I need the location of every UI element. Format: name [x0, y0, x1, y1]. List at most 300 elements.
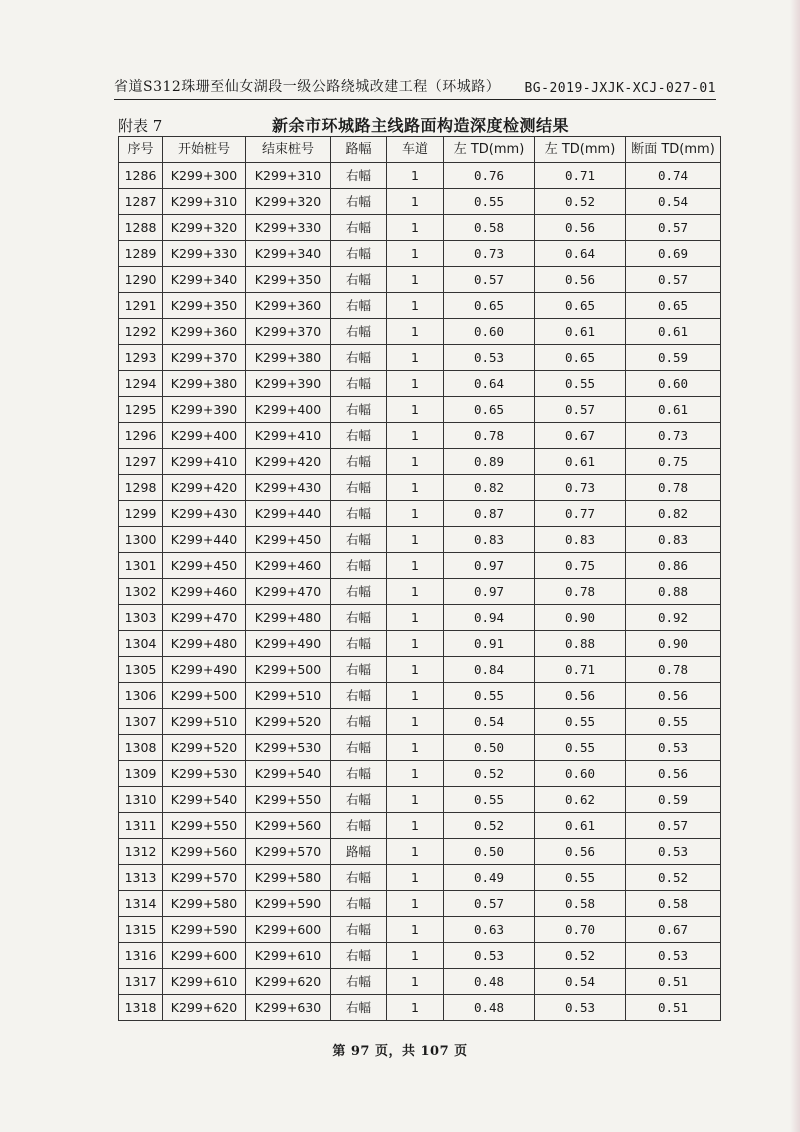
table-row [119, 761, 721, 787]
table-cell: 0.53 [535, 995, 626, 1021]
table-row [119, 995, 721, 1021]
table-cell: K299+490 [246, 631, 331, 657]
table-cell: 0.52 [535, 943, 626, 969]
table-row [119, 371, 721, 397]
table-cell: 1 [387, 969, 444, 995]
table-cell: 0.94 [444, 605, 535, 631]
table-cell: 右幅 [331, 605, 387, 631]
table-cell: K299+460 [246, 553, 331, 579]
table-cell: 0.55 [535, 735, 626, 761]
table-cell: 右幅 [331, 969, 387, 995]
table-cell: K299+470 [163, 605, 246, 631]
table-cell: 0.73 [626, 423, 721, 449]
table-row [119, 839, 721, 865]
table-cell: 右幅 [331, 865, 387, 891]
table-cell: 1 [387, 267, 444, 293]
table-cell: 右幅 [331, 787, 387, 813]
table-cell: 0.57 [626, 267, 721, 293]
table-cell: K299+440 [163, 527, 246, 553]
scan-edge-shadow [790, 0, 800, 1132]
table-cell: 0.65 [444, 397, 535, 423]
table-row [119, 969, 721, 995]
table-row [119, 865, 721, 891]
table-cell: 0.51 [626, 969, 721, 995]
table-cell: 1300 [119, 527, 163, 553]
table-cell: 右幅 [331, 345, 387, 371]
table-cell: K299+410 [163, 449, 246, 475]
table-cell: 1 [387, 449, 444, 475]
table-cell: K299+450 [163, 553, 246, 579]
table-cell: 1293 [119, 345, 163, 371]
table-cell: 0.50 [444, 839, 535, 865]
table-cell: K299+460 [163, 579, 246, 605]
table-cell: 1 [387, 735, 444, 761]
table-cell: K299+620 [163, 995, 246, 1021]
table-cell: 右幅 [331, 319, 387, 345]
table-cell: 1 [387, 527, 444, 553]
table-cell: K299+530 [163, 761, 246, 787]
table-cell: 0.87 [444, 501, 535, 527]
table-cell: 右幅 [331, 579, 387, 605]
table-cell: 0.83 [626, 527, 721, 553]
table-row [119, 241, 721, 267]
table-cell: 0.52 [626, 865, 721, 891]
table-cell: 0.59 [626, 345, 721, 371]
table-row [119, 709, 721, 735]
table-cell: 0.55 [626, 709, 721, 735]
table-cell: 0.86 [626, 553, 721, 579]
table-cell: K299+370 [246, 319, 331, 345]
table-cell: K299+580 [246, 865, 331, 891]
table-row [119, 553, 721, 579]
table-cell: 1287 [119, 189, 163, 215]
table-cell: 1 [387, 891, 444, 917]
table-cell: 0.82 [626, 501, 721, 527]
table-cell: 0.50 [444, 735, 535, 761]
table-cell: 0.55 [535, 865, 626, 891]
table-cell: 0.73 [535, 475, 626, 501]
table-cell: 右幅 [331, 163, 387, 189]
table-cell: 0.71 [535, 657, 626, 683]
table-cell: 0.55 [444, 683, 535, 709]
table-cell: 0.78 [535, 579, 626, 605]
table-cell: 1310 [119, 787, 163, 813]
table-cell: 0.73 [444, 241, 535, 267]
table-cell: K299+430 [246, 475, 331, 501]
table-cell: 0.83 [535, 527, 626, 553]
table-cell: K299+570 [163, 865, 246, 891]
table-cell: 路幅 [331, 839, 387, 865]
table-cell: 1 [387, 761, 444, 787]
table-cell: 0.90 [626, 631, 721, 657]
table-row [119, 891, 721, 917]
table-cell: 0.92 [626, 605, 721, 631]
table-cell: 1 [387, 475, 444, 501]
table-cell: 1292 [119, 319, 163, 345]
table-cell: 0.57 [626, 215, 721, 241]
table-cell: 0.90 [535, 605, 626, 631]
table-cell: K299+470 [246, 579, 331, 605]
table-cell: 0.78 [626, 657, 721, 683]
table-row [119, 657, 721, 683]
table-cell: 0.52 [444, 813, 535, 839]
table-row [119, 267, 721, 293]
table-cell: 0.61 [535, 813, 626, 839]
table-cell: 0.57 [626, 813, 721, 839]
column-header: 路幅 [331, 137, 387, 163]
table-cell: K299+420 [163, 475, 246, 501]
table-cell: 0.60 [444, 319, 535, 345]
table-cell: 0.53 [444, 943, 535, 969]
table-cell: 1 [387, 605, 444, 631]
table-row [119, 319, 721, 345]
table-cell: 0.53 [626, 943, 721, 969]
column-header: 序号 [119, 137, 163, 163]
table-cell: 0.48 [444, 969, 535, 995]
table-cell: 0.61 [626, 319, 721, 345]
table-cell: 0.54 [444, 709, 535, 735]
table-row [119, 787, 721, 813]
table-cell: 0.61 [535, 449, 626, 475]
table-row [119, 631, 721, 657]
title-row [118, 112, 716, 136]
table-cell: 0.60 [535, 761, 626, 787]
table-cell: K299+310 [163, 189, 246, 215]
table-cell: 0.67 [535, 423, 626, 449]
table-cell: 0.57 [444, 267, 535, 293]
table-cell: 0.75 [535, 553, 626, 579]
table-cell: 0.56 [626, 683, 721, 709]
table-cell: 右幅 [331, 553, 387, 579]
table-cell: K299+380 [246, 345, 331, 371]
table-cell: 0.57 [535, 397, 626, 423]
table-cell: 0.61 [626, 397, 721, 423]
table-cell: K299+320 [246, 189, 331, 215]
table-row [119, 813, 721, 839]
table-cell: 1 [387, 423, 444, 449]
table-cell: K299+540 [246, 761, 331, 787]
table-cell: K299+570 [246, 839, 331, 865]
table-row [119, 293, 721, 319]
table-cell: 1294 [119, 371, 163, 397]
table-cell: K299+620 [246, 969, 331, 995]
table-cell: 1296 [119, 423, 163, 449]
table-cell: 1 [387, 397, 444, 423]
table-cell: 1 [387, 917, 444, 943]
table-cell: 0.54 [626, 189, 721, 215]
table-cell: 右幅 [331, 241, 387, 267]
table-cell: K299+590 [163, 917, 246, 943]
table-cell: 0.55 [535, 371, 626, 397]
table-cell: 0.59 [626, 787, 721, 813]
table-cell: K299+320 [163, 215, 246, 241]
table-cell: K299+390 [246, 371, 331, 397]
column-header: 开始桩号 [163, 137, 246, 163]
table-cell: 0.56 [535, 683, 626, 709]
table-cell: 0.56 [626, 761, 721, 787]
table-cell: 0.75 [626, 449, 721, 475]
table-cell: K299+600 [163, 943, 246, 969]
table-cell: 0.78 [626, 475, 721, 501]
table-row [119, 917, 721, 943]
table-cell: 1 [387, 319, 444, 345]
table-cell: 1317 [119, 969, 163, 995]
table-cell: 0.58 [535, 891, 626, 917]
table-cell: 右幅 [331, 813, 387, 839]
table-cell: 1 [387, 345, 444, 371]
table-cell: 1 [387, 709, 444, 735]
table-cell: 1 [387, 241, 444, 267]
table-cell: K299+490 [163, 657, 246, 683]
table-cell: 右幅 [331, 267, 387, 293]
column-header: 断面 TD(mm) [626, 137, 721, 163]
table-cell: 1299 [119, 501, 163, 527]
table-cell: 右幅 [331, 735, 387, 761]
table-cell: 1 [387, 865, 444, 891]
table-cell: 右幅 [331, 501, 387, 527]
appendix-label: 附表 7 [118, 117, 163, 135]
table-cell: 右幅 [331, 761, 387, 787]
table-cell: 1 [387, 839, 444, 865]
table-cell: K299+330 [163, 241, 246, 267]
column-header: 结束桩号 [246, 137, 331, 163]
column-header: 左 TD(mm) [444, 137, 535, 163]
table-cell: K299+350 [163, 293, 246, 319]
table-cell: K299+480 [163, 631, 246, 657]
table-cell: K299+380 [163, 371, 246, 397]
table-cell: 右幅 [331, 683, 387, 709]
table-cell: 0.52 [535, 189, 626, 215]
table-cell: 右幅 [331, 943, 387, 969]
table-cell: 1312 [119, 839, 163, 865]
table-cell: 0.51 [626, 995, 721, 1021]
table-cell: 0.71 [535, 163, 626, 189]
table-cell: 1297 [119, 449, 163, 475]
table-cell: 0.52 [444, 761, 535, 787]
report-number: BG-2019-JXJK-XCJ-027-01 [524, 81, 716, 96]
table-cell: 0.53 [444, 345, 535, 371]
table-cell: 0.74 [626, 163, 721, 189]
table-cell: 0.65 [626, 293, 721, 319]
table-cell: 1295 [119, 397, 163, 423]
table-cell: K299+580 [163, 891, 246, 917]
table-cell: 1304 [119, 631, 163, 657]
table-cell: 0.62 [535, 787, 626, 813]
table-cell: 1 [387, 163, 444, 189]
table-cell: K299+400 [246, 397, 331, 423]
table-cell: 1 [387, 371, 444, 397]
table-cell: 1309 [119, 761, 163, 787]
table-cell: K299+520 [163, 735, 246, 761]
table-cell: 0.57 [444, 891, 535, 917]
table-cell: 1298 [119, 475, 163, 501]
table-cell: K299+530 [246, 735, 331, 761]
page-number: 第 97 页，共 107 页 [332, 1044, 468, 1059]
table-cell: 0.67 [626, 917, 721, 943]
table-cell: K299+550 [163, 813, 246, 839]
table-cell: 1288 [119, 215, 163, 241]
table-cell: 1 [387, 501, 444, 527]
table-row [119, 501, 721, 527]
table-cell: 0.60 [626, 371, 721, 397]
table-cell: 右幅 [331, 475, 387, 501]
table-cell: 0.56 [535, 215, 626, 241]
table-cell: 1286 [119, 163, 163, 189]
table-header-row [119, 137, 721, 163]
table-cell: 0.89 [444, 449, 535, 475]
table-cell: 右幅 [331, 215, 387, 241]
table-cell: K299+310 [246, 163, 331, 189]
table-cell: 0.54 [535, 969, 626, 995]
table-cell: 0.58 [444, 215, 535, 241]
table-cell: 1 [387, 631, 444, 657]
table-cell: 右幅 [331, 917, 387, 943]
table-cell: 右幅 [331, 631, 387, 657]
table-cell: K299+400 [163, 423, 246, 449]
table-cell: 1 [387, 553, 444, 579]
table-cell: 0.64 [535, 241, 626, 267]
table-cell: 0.97 [444, 579, 535, 605]
table-cell: 右幅 [331, 527, 387, 553]
table-cell: 0.65 [535, 345, 626, 371]
table-cell: 右幅 [331, 891, 387, 917]
table-row [119, 527, 721, 553]
table-cell: K299+430 [163, 501, 246, 527]
table-cell: 1308 [119, 735, 163, 761]
table-cell: 0.56 [535, 267, 626, 293]
table-cell: 0.61 [535, 319, 626, 345]
table-cell: 0.76 [444, 163, 535, 189]
table-cell: 1 [387, 787, 444, 813]
table-row [119, 943, 721, 969]
table-cell: 0.91 [444, 631, 535, 657]
column-header: 左 TD(mm) [535, 137, 626, 163]
table-cell: K299+360 [163, 319, 246, 345]
results-table [118, 136, 721, 1021]
table-cell: K299+610 [163, 969, 246, 995]
table-cell: 右幅 [331, 657, 387, 683]
table-cell: 0.55 [535, 709, 626, 735]
table-row [119, 579, 721, 605]
table-cell: 1318 [119, 995, 163, 1021]
table-row [119, 605, 721, 631]
table-cell: 1 [387, 579, 444, 605]
table-cell: K299+520 [246, 709, 331, 735]
table-cell: K299+350 [246, 267, 331, 293]
table-cell: K299+560 [246, 813, 331, 839]
page-header [114, 76, 716, 100]
table-row [119, 735, 721, 761]
table-row [119, 397, 721, 423]
table-cell: K299+410 [246, 423, 331, 449]
table-cell: K299+510 [246, 683, 331, 709]
table-cell: 0.55 [444, 189, 535, 215]
table-cell: 1311 [119, 813, 163, 839]
table-cell: K299+550 [246, 787, 331, 813]
table-cell: K299+500 [246, 657, 331, 683]
table-cell: 1 [387, 657, 444, 683]
project-name: 省道S312珠珊至仙女湖段一级公路绕城改建工程（环城路） [114, 79, 501, 95]
table-cell: K299+500 [163, 683, 246, 709]
table-cell: K299+370 [163, 345, 246, 371]
table-cell: 1302 [119, 579, 163, 605]
table-row [119, 683, 721, 709]
table-cell: 1 [387, 189, 444, 215]
table-row [119, 449, 721, 475]
table-cell: K299+600 [246, 917, 331, 943]
table-cell: 0.55 [444, 787, 535, 813]
table-cell: 0.58 [626, 891, 721, 917]
table-cell: K299+340 [163, 267, 246, 293]
table-cell: 1315 [119, 917, 163, 943]
table-cell: 1 [387, 943, 444, 969]
table-cell: 右幅 [331, 293, 387, 319]
table-row [119, 475, 721, 501]
table-cell: 1 [387, 293, 444, 319]
table-cell: 0.84 [444, 657, 535, 683]
table-row [119, 215, 721, 241]
table-cell: 1316 [119, 943, 163, 969]
table-cell: 1307 [119, 709, 163, 735]
table-cell: K299+390 [163, 397, 246, 423]
table-cell: K299+480 [246, 605, 331, 631]
table-cell: 1 [387, 813, 444, 839]
table-cell: K299+450 [246, 527, 331, 553]
table-cell: 0.53 [626, 735, 721, 761]
table-cell: 0.64 [444, 371, 535, 397]
table-cell: K299+340 [246, 241, 331, 267]
table-cell: 右幅 [331, 995, 387, 1021]
table-cell: 右幅 [331, 709, 387, 735]
table-cell: K299+330 [246, 215, 331, 241]
table-cell: 1 [387, 995, 444, 1021]
table-cell: 0.53 [626, 839, 721, 865]
table-cell: K299+560 [163, 839, 246, 865]
table-cell: K299+540 [163, 787, 246, 813]
table-cell: 1290 [119, 267, 163, 293]
table-row [119, 423, 721, 449]
table-cell: 0.65 [535, 293, 626, 319]
table-cell: 0.78 [444, 423, 535, 449]
table-cell: 1306 [119, 683, 163, 709]
table-cell: 0.56 [535, 839, 626, 865]
table-cell: 0.65 [444, 293, 535, 319]
table-cell: 0.97 [444, 553, 535, 579]
table-cell: 0.83 [444, 527, 535, 553]
table-cell: K299+360 [246, 293, 331, 319]
table-cell: 右幅 [331, 423, 387, 449]
table-row [119, 163, 721, 189]
table-cell: K299+590 [246, 891, 331, 917]
table-cell: 1 [387, 683, 444, 709]
table-cell: 0.70 [535, 917, 626, 943]
table-cell: K299+630 [246, 995, 331, 1021]
table-title: 新余市环城路主线路面构造深度检测结果 [272, 116, 570, 135]
column-header: 车道 [387, 137, 444, 163]
table-cell: K299+610 [246, 943, 331, 969]
table-cell: 1314 [119, 891, 163, 917]
table-cell: K299+420 [246, 449, 331, 475]
table-cell: 0.77 [535, 501, 626, 527]
table-cell: K299+300 [163, 163, 246, 189]
table-cell: 右幅 [331, 397, 387, 423]
table-cell: 1 [387, 215, 444, 241]
table-cell: 0.63 [444, 917, 535, 943]
table-cell: 1313 [119, 865, 163, 891]
table-row [119, 189, 721, 215]
table-cell: 0.88 [626, 579, 721, 605]
table-cell: 1305 [119, 657, 163, 683]
